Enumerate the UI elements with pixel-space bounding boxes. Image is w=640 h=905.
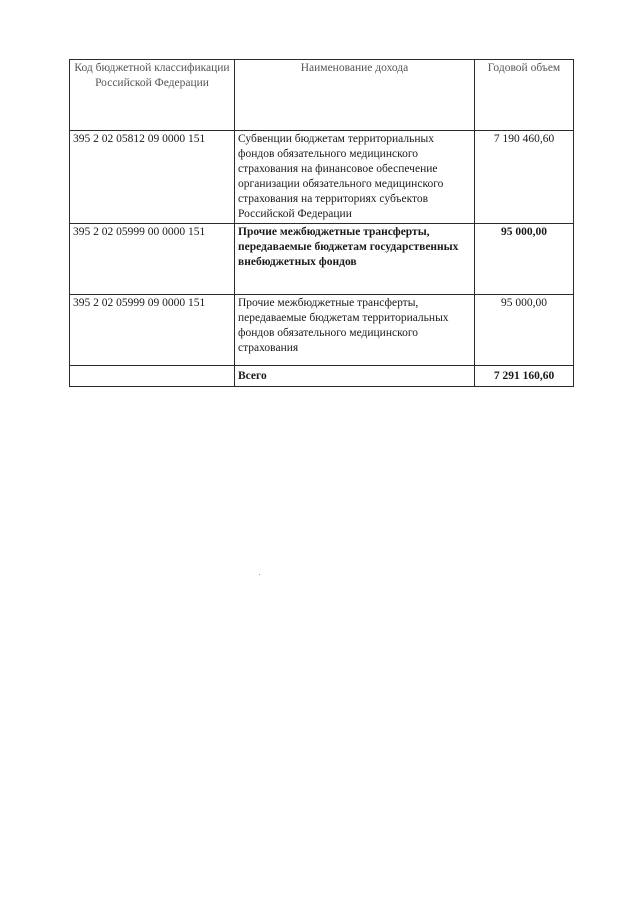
row-amount: 95 000,00 bbox=[475, 295, 574, 366]
header-name: Наименование дохода bbox=[235, 60, 475, 131]
row-amount: 7 190 460,60 bbox=[475, 131, 574, 224]
total-row bbox=[70, 366, 574, 387]
revenue-table bbox=[69, 59, 574, 387]
table-row bbox=[70, 295, 574, 366]
table-row bbox=[70, 224, 574, 295]
row-code: 395 2 02 05812 09 0000 151 bbox=[70, 131, 235, 224]
table-header-row bbox=[70, 60, 574, 131]
row-code: 395 2 02 05999 09 0000 151 bbox=[70, 295, 235, 366]
total-code-cell bbox=[70, 366, 235, 387]
table-row bbox=[70, 131, 574, 224]
row-code: 395 2 02 05999 00 0000 151 bbox=[70, 224, 235, 295]
row-amount: 95 000,00 bbox=[475, 224, 574, 295]
header-amount: Годовой объем bbox=[475, 60, 574, 131]
scan-speck bbox=[259, 574, 260, 575]
row-name: Прочие межбюджетные трансферты, передаваемые бюджетам государственных внебюджетных фондов bbox=[235, 224, 475, 295]
total-amount: 7 291 160,60 bbox=[475, 366, 574, 387]
row-name: Прочие межбюджетные трансферты, передаваемые бюджетам территориальных фондов обязательного медицинского страхования bbox=[235, 295, 475, 366]
header-code: Код бюджетной классификации Российской Федерации bbox=[70, 60, 235, 131]
row-name: Субвенции бюджетам территориальных фондов обязательного медицинского страхования на финансовое обеспечение организации обязательного медицинского страхования на территориях субъектов Российской Федерации bbox=[235, 131, 475, 224]
total-label: Всего bbox=[235, 366, 475, 387]
